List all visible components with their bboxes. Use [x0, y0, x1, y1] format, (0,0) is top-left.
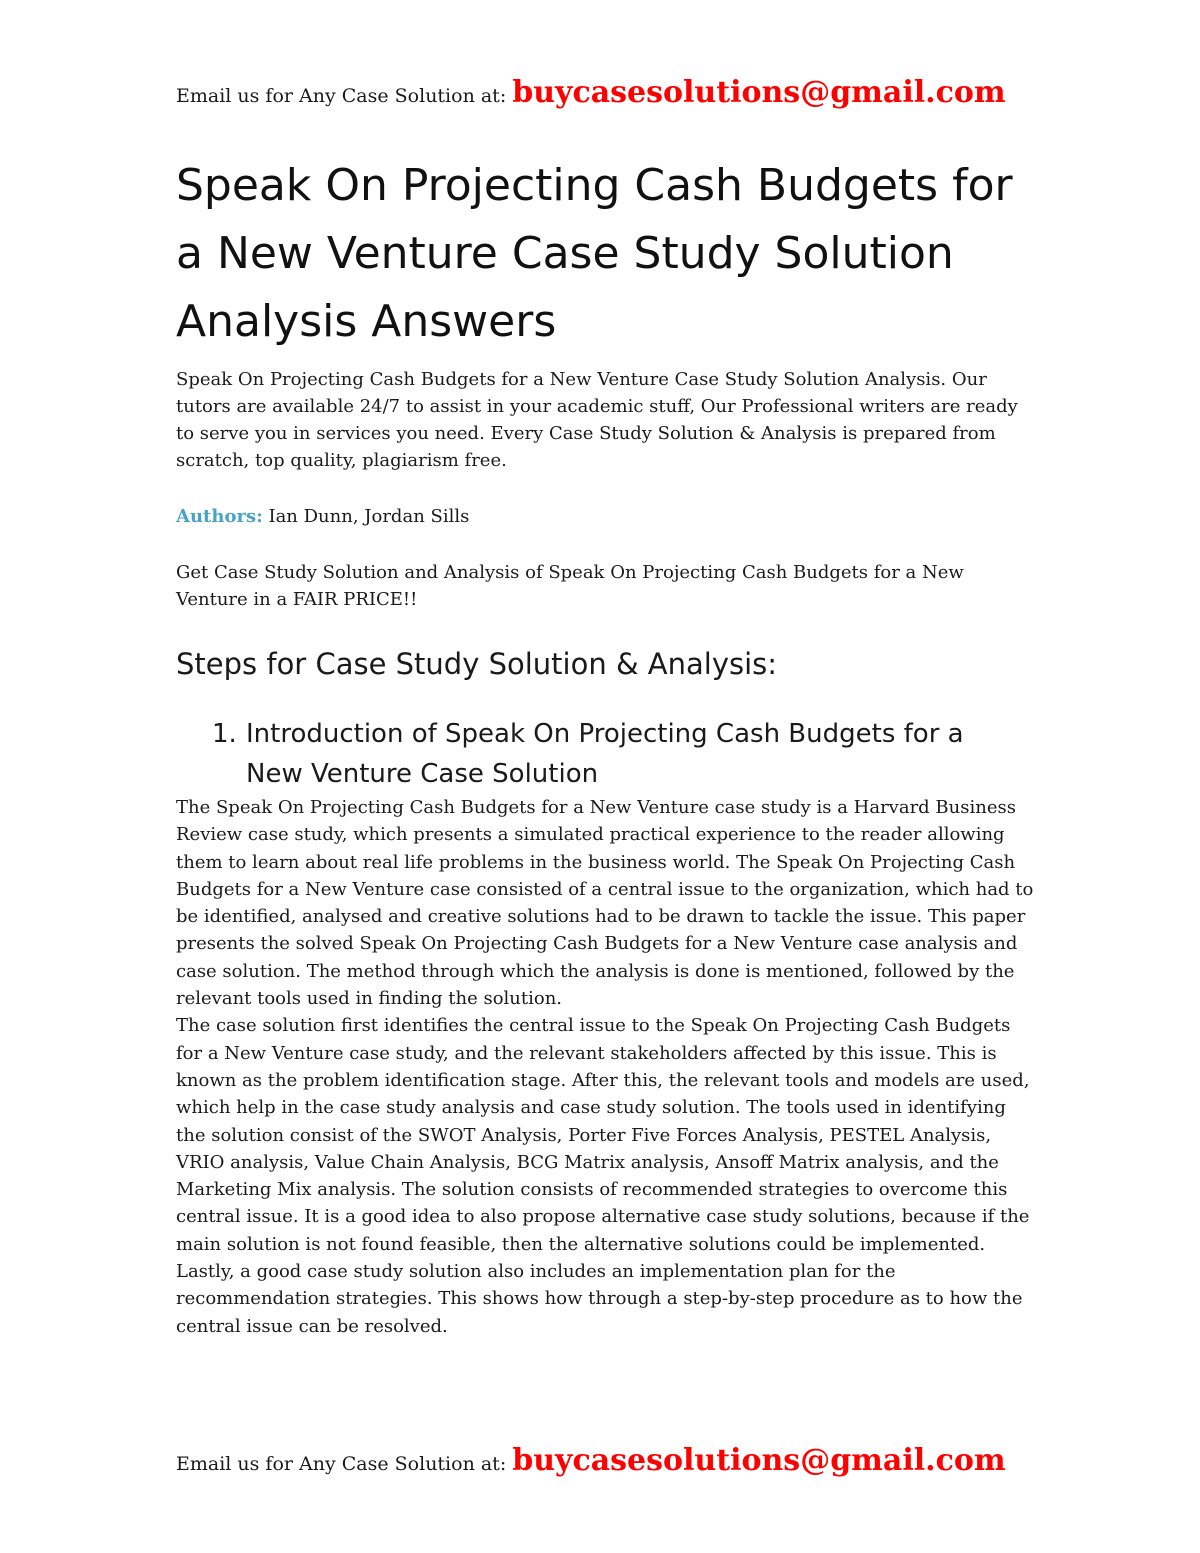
authors-label: Authors: [176, 506, 263, 527]
authors-line [176, 503, 469, 530]
step-1-number: 1. [212, 719, 237, 749]
email-contact-bottom [176, 1443, 1006, 1478]
email-contact-label: Email us for Any Case Solution at: [176, 85, 507, 107]
email-address-link[interactable]: buycasesolutions@gmail.com [512, 75, 1006, 110]
step-1-heading [212, 714, 1012, 794]
step-1-body [176, 794, 1036, 1340]
email-contact-top [176, 75, 1006, 110]
email-address-link[interactable]: buycasesolutions@gmail.com [512, 1443, 1006, 1478]
step-1-title: Introduction of Speak On Projecting Cash Budgets for a New Venture Case Solution [246, 719, 964, 789]
document-title: Speak On Projecting Cash Budgets for a New Venture Case Study Solution Analysis Answers [176, 160, 1013, 347]
steps-heading: Steps for Case Study Solution & Analysis: [176, 647, 778, 681]
authors-names: Ian Dunn, Jordan Sills [268, 506, 470, 527]
body-paragraph-2: The case solution first identifies the central issue to the Speak On Projecting Cash Budgets for a New Venture case study, and the relevant stakeholders affected by this issue. This is known as the problem identification stage. After this, the relevant tools and models are used, which help in the case study analysis and case study solution. The tools used in identifying the solution consist of the SWOT Analysis, Porter Five Forces Analysis, PESTEL Analysis, VRIO analysis, Value Chain Analysis, BCG Matrix analysis, Ansoff Matrix analysis, and the Marketing Mix analysis. The solution consists of recommended strategies to overcome this central issue. It is a good idea to also propose alternative case study solutions, because if the main solution is not found feasible, then the alternative solutions could be implemented. Lastly, a good case study solution also includes an implementation plan for the recommendation strategies. This shows how through a step-by-step procedure as to how the central issue can be resolved. [176, 1015, 1030, 1337]
body-paragraph-1: The Speak On Projecting Cash Budgets for a New Venture case study is a Harvard Business Review case study, which presents a simulated practical experience to the reader allowing them to learn about real life problems in the business world. The Speak On Projecting Cash Budgets for a New Venture case consisted of a central issue to the organization, which had to be identified, analysed and creative solutions had to be drawn to tackle the issue. This paper presents the solved Speak On Projecting Cash Budgets for a New Venture case analysis and case solution. The method through which the analysis is done is mentioned, followed by the relevant tools used in finding the solution. [176, 797, 1034, 1010]
intro-paragraph: Speak On Projecting Cash Budgets for a New Venture Case Study Solution Analysis. Our tutors are available 24/7 to assist in your academic stuff, Our Professional writers are ready to serve you in services you need. Every Case Study Solution & Analysis is prepared from scratch, top quality, plagiarism free. [176, 369, 1018, 471]
cta-paragraph: Get Case Study Solution and Analysis of Speak On Projecting Cash Budgets for a New Venture in a FAIR PRICE!! [176, 562, 964, 610]
email-contact-label: Email us for Any Case Solution at: [176, 1453, 507, 1475]
